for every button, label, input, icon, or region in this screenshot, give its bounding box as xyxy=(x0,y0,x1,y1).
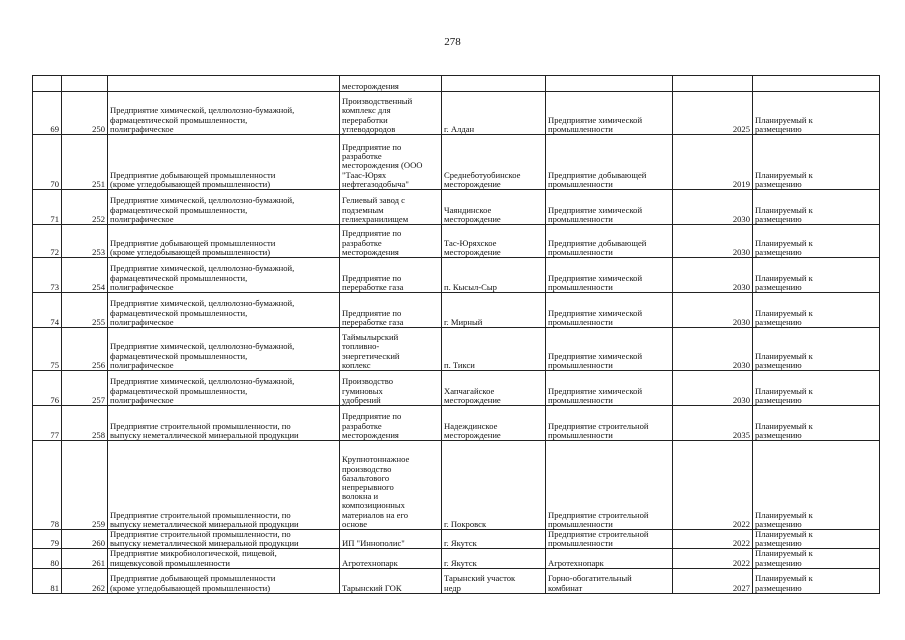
cell-id xyxy=(62,293,108,328)
cell-text: 76 xyxy=(50,394,59,405)
cell-year xyxy=(673,293,753,328)
cell-text: Предприятие химической, целлюлозно-бумажной, фармацевтической промышленности, полиграфическое xyxy=(110,105,295,134)
cell-text: г. Якутск xyxy=(444,538,477,549)
cell-id xyxy=(62,135,108,190)
cell-status xyxy=(753,406,880,441)
cell-n xyxy=(33,76,62,92)
cell-text: Планируемый к размещению xyxy=(755,573,813,593)
cell-year xyxy=(673,406,753,441)
cell-text: 79 xyxy=(50,538,59,549)
cell-n xyxy=(33,328,62,371)
cell-text: 259 xyxy=(92,518,105,529)
cell-year xyxy=(673,258,753,293)
cell-id xyxy=(62,328,108,371)
cell-id xyxy=(62,225,108,258)
table-row xyxy=(33,190,880,225)
cell-type xyxy=(546,76,673,92)
cell-year xyxy=(673,568,753,593)
cell-location xyxy=(442,568,546,593)
cell-text: Предприятие добывающей промышленности xyxy=(548,169,647,189)
cell-status xyxy=(753,568,880,593)
table-row xyxy=(33,549,880,568)
cell-text: 81 xyxy=(50,582,59,593)
cell-type xyxy=(546,135,673,190)
cell-n xyxy=(33,406,62,441)
cell-text: 2019 xyxy=(732,178,750,189)
cell-status xyxy=(753,190,880,225)
cell-id xyxy=(62,549,108,568)
cell-year xyxy=(673,530,753,549)
cell-type xyxy=(546,406,673,441)
cell-text: 2030 xyxy=(732,394,750,405)
cell-location xyxy=(442,406,546,441)
cell-text: Тарынский участок недр xyxy=(444,573,516,593)
cell-text: Планируемый к размещению xyxy=(755,350,813,370)
cell-text: г. Алдан xyxy=(444,123,475,134)
cell-name xyxy=(340,441,442,530)
cell-text: 75 xyxy=(50,359,59,370)
cell-location xyxy=(442,549,546,568)
cell-location xyxy=(442,441,546,530)
cell-text: Предприятие химической, целлюлозно-бумажной, фармацевтической промышленности, полиграфическое xyxy=(110,298,295,327)
cell-text: Чаяндинское месторождение xyxy=(444,204,501,224)
cell-location xyxy=(442,190,546,225)
cell-industry xyxy=(108,92,340,135)
cell-id xyxy=(62,530,108,549)
cell-text: 2027 xyxy=(732,582,750,593)
cell-text: Предприятие строительной промышленности, по выпуску неметаллической минеральной продукции xyxy=(110,420,299,440)
cell-location xyxy=(442,92,546,135)
cell-text: Планируемый к размещению xyxy=(755,548,813,568)
cell-text: Производство гуминовых удобрений xyxy=(342,376,394,405)
cell-industry xyxy=(108,190,340,225)
cell-year xyxy=(673,190,753,225)
cell-text: Среднеботуобинское месторождение xyxy=(444,169,521,189)
cell-name xyxy=(340,530,442,549)
cell-text: Планируемый к размещению xyxy=(755,169,813,189)
cell-location xyxy=(442,135,546,190)
cell-text: Предприятие химической промышленности xyxy=(548,350,643,370)
cell-text: 2022 xyxy=(732,518,750,529)
cell-text: Предприятие химической промышленности xyxy=(548,114,643,134)
cell-n xyxy=(33,293,62,328)
cell-text: Крупнотоннажное производство базальтового непрерывного волокна и композиционных материалов на его основе xyxy=(342,454,410,529)
cell-id xyxy=(62,568,108,593)
cell-industry xyxy=(108,568,340,593)
cell-n xyxy=(33,135,62,190)
cell-text: 260 xyxy=(92,538,105,549)
cell-text: 262 xyxy=(92,582,105,593)
cell-id xyxy=(62,190,108,225)
cell-status xyxy=(753,135,880,190)
cell-status xyxy=(753,441,880,530)
cell-text: Хапчагайское месторождение xyxy=(444,385,501,405)
cell-text: Предприятие по переработке газа xyxy=(342,307,404,327)
cell-text: 255 xyxy=(92,316,105,327)
cell-id xyxy=(62,76,108,92)
cell-n xyxy=(33,258,62,293)
cell-type xyxy=(546,225,673,258)
cell-text: Предприятие химической, целлюлозно-бумажной, фармацевтической промышленности, полиграфическое xyxy=(110,263,295,292)
cell-text: Планируемый к размещению xyxy=(755,114,813,134)
cell-type xyxy=(546,371,673,406)
cell-text: 69 xyxy=(50,123,59,134)
cell-text: Предприятие микробиологической, пищевой, пищевкусовой промышленности xyxy=(110,548,277,568)
cell-text: 78 xyxy=(50,518,59,529)
cell-text: Планируемый к размещению xyxy=(755,529,813,549)
cell-text: Планируемый к размещению xyxy=(755,204,813,224)
cell-location xyxy=(442,530,546,549)
cell-text: Тарынский ГОК xyxy=(342,582,402,593)
cell-type xyxy=(546,441,673,530)
cell-text: 73 xyxy=(50,281,59,292)
cell-text: Тас-Юряхское месторождение xyxy=(444,237,501,257)
cell-type xyxy=(546,293,673,328)
cell-location xyxy=(442,293,546,328)
cell-text: Предприятие по разработке месторождения xyxy=(342,228,402,257)
cell-text: 71 xyxy=(50,213,59,224)
cell-name xyxy=(340,92,442,135)
cell-text: 77 xyxy=(50,429,59,440)
cell-text: Предприятие добывающей промышленности (кроме угледобывающей промышленности) xyxy=(110,573,276,593)
cell-name xyxy=(340,568,442,593)
cell-text: ИП "Иннополис" xyxy=(342,538,405,549)
cell-industry xyxy=(108,225,340,258)
cell-text: Планируемый к размещению xyxy=(755,385,813,405)
cell-text: Планируемый к размещению xyxy=(755,272,813,292)
cell-n xyxy=(33,190,62,225)
cell-status xyxy=(753,328,880,371)
cell-name xyxy=(340,190,442,225)
cell-name xyxy=(340,328,442,371)
cell-text: 2035 xyxy=(732,429,750,440)
table-row xyxy=(33,258,880,293)
cell-n xyxy=(33,225,62,258)
cell-n xyxy=(33,568,62,593)
cell-year xyxy=(673,371,753,406)
cell-location xyxy=(442,328,546,371)
cell-text: Агротехнопарк xyxy=(342,557,398,568)
cell-id xyxy=(62,258,108,293)
table-row xyxy=(33,530,880,549)
cell-text: г. Покровск xyxy=(444,518,487,529)
cell-industry xyxy=(108,530,340,549)
table-row xyxy=(33,92,880,135)
cell-type xyxy=(546,549,673,568)
cell-name xyxy=(340,258,442,293)
cell-text: Надеждинское месторождение xyxy=(444,420,501,440)
cell-id xyxy=(62,441,108,530)
cell-text: Предприятие добывающей промышленности xyxy=(548,237,647,257)
cell-text: Предприятие химической, целлюлозно-бумажной, фармацевтической промышленности, полиграфическое xyxy=(110,341,295,370)
cell-text: 2030 xyxy=(732,213,750,224)
cell-text: 252 xyxy=(92,213,105,224)
table-row xyxy=(33,371,880,406)
table-row xyxy=(33,406,880,441)
cell-type xyxy=(546,530,673,549)
cell-industry xyxy=(108,406,340,441)
cell-text: 2030 xyxy=(732,281,750,292)
cell-year xyxy=(673,549,753,568)
cell-location xyxy=(442,371,546,406)
cell-text: 80 xyxy=(50,557,59,568)
cell-text: Планируемый к размещению xyxy=(755,307,813,327)
cell-text: Предприятие химической, целлюлозно-бумажной, фармацевтической промышленности, полиграфическое xyxy=(110,195,295,224)
cell-text: Предприятие по переработке газа xyxy=(342,272,404,292)
cell-year xyxy=(673,225,753,258)
cell-text: Предприятие добывающей промышленности (кроме угледобывающей промышленности) xyxy=(110,169,276,189)
cell-text: Предприятие химической промышленности xyxy=(548,272,643,292)
cell-name xyxy=(340,76,442,92)
cell-text: Предприятие химической, целлюлозно-бумажной, фармацевтической промышленности, полиграфическое xyxy=(110,376,295,405)
cell-location xyxy=(442,76,546,92)
cell-text: 254 xyxy=(92,281,105,292)
cell-text: 2022 xyxy=(732,557,750,568)
cell-text: Агротехнопарк xyxy=(548,557,604,568)
table-row xyxy=(33,76,880,92)
cell-text: Планируемый к размещению xyxy=(755,509,813,529)
cell-year xyxy=(673,135,753,190)
table-row xyxy=(33,441,880,530)
cell-industry xyxy=(108,135,340,190)
cell-text: 256 xyxy=(92,359,105,370)
cell-location xyxy=(442,225,546,258)
cell-name xyxy=(340,371,442,406)
cell-text: г. Якутск xyxy=(444,557,477,568)
cell-status xyxy=(753,258,880,293)
cell-type xyxy=(546,92,673,135)
cell-text: 257 xyxy=(92,394,105,405)
cell-text: 70 xyxy=(50,178,59,189)
cell-text: 258 xyxy=(92,429,105,440)
facilities-table xyxy=(32,75,880,594)
cell-status xyxy=(753,76,880,92)
cell-text: Таймылырский топливно- энергетический коплекс xyxy=(342,332,400,370)
cell-text: Предприятие химической промышленности xyxy=(548,307,643,327)
cell-id xyxy=(62,406,108,441)
cell-text: Предприятие строительной промышленности xyxy=(548,529,649,549)
cell-text: 72 xyxy=(50,246,59,257)
cell-name xyxy=(340,225,442,258)
cell-text: 2030 xyxy=(732,359,750,370)
cell-text: Предприятие строительной промышленности xyxy=(548,420,649,440)
cell-status xyxy=(753,92,880,135)
cell-industry xyxy=(108,258,340,293)
cell-id xyxy=(62,92,108,135)
cell-text: месторождения xyxy=(342,80,399,91)
cell-text: 251 xyxy=(92,178,105,189)
cell-text: 250 xyxy=(92,123,105,134)
cell-status xyxy=(753,530,880,549)
cell-n xyxy=(33,549,62,568)
cell-text: 2030 xyxy=(732,316,750,327)
cell-name xyxy=(340,293,442,328)
cell-status xyxy=(753,293,880,328)
cell-industry xyxy=(108,76,340,92)
cell-text: Предприятие строительной промышленности xyxy=(548,509,649,529)
cell-text: Горно-обогатительный комбинат xyxy=(548,573,632,593)
cell-text: Планируемый к размещению xyxy=(755,237,813,257)
cell-n xyxy=(33,530,62,549)
cell-text: Предприятие химической промышленности xyxy=(548,204,643,224)
cell-text: Предприятие строительной промышленности, по выпуску неметаллической минеральной продукции xyxy=(110,529,299,549)
table-row xyxy=(33,328,880,371)
cell-text: Предприятие по разработке месторождения (ООО "Таас-Юрях нефтегазодобыча" xyxy=(342,141,423,189)
cell-text: Планируемый к размещению xyxy=(755,420,813,440)
cell-type xyxy=(546,258,673,293)
cell-year xyxy=(673,328,753,371)
cell-name xyxy=(340,135,442,190)
cell-text: 2030 xyxy=(732,246,750,257)
cell-status xyxy=(753,371,880,406)
cell-text: Предприятие по разработке месторождения xyxy=(342,411,402,440)
cell-text: г. Мирный xyxy=(444,316,483,327)
cell-name xyxy=(340,406,442,441)
cell-text: п. Тикси xyxy=(444,359,475,370)
cell-text: 261 xyxy=(92,557,105,568)
cell-text: Производственный комплекс для переработки углеводородов xyxy=(342,96,413,134)
table-row xyxy=(33,293,880,328)
cell-year xyxy=(673,92,753,135)
cell-n xyxy=(33,441,62,530)
cell-type xyxy=(546,190,673,225)
table-row xyxy=(33,225,880,258)
cell-n xyxy=(33,371,62,406)
cell-text: 253 xyxy=(92,246,105,257)
cell-industry xyxy=(108,549,340,568)
cell-text: Предприятие добывающей промышленности (кроме угледобывающей промышленности) xyxy=(110,237,276,257)
cell-industry xyxy=(108,293,340,328)
cell-text: 74 xyxy=(50,316,59,327)
cell-text: 2022 xyxy=(732,538,750,549)
cell-industry xyxy=(108,441,340,530)
table-row xyxy=(33,568,880,593)
cell-type xyxy=(546,568,673,593)
cell-text: 2025 xyxy=(732,123,750,134)
cell-industry xyxy=(108,328,340,371)
cell-name xyxy=(340,549,442,568)
cell-text: Предприятие строительной промышленности, по выпуску неметаллической минеральной продукции xyxy=(110,509,299,529)
cell-text: Предприятие химической промышленности xyxy=(548,385,643,405)
cell-id xyxy=(62,371,108,406)
cell-text: п. Кысыл-Сыр xyxy=(444,281,497,292)
cell-status xyxy=(753,549,880,568)
cell-type xyxy=(546,328,673,371)
cell-status xyxy=(753,225,880,258)
table-row xyxy=(33,135,880,190)
cell-n xyxy=(33,92,62,135)
page-number: 278 xyxy=(444,36,461,48)
cell-industry xyxy=(108,371,340,406)
cell-location xyxy=(442,258,546,293)
cell-text: Гелиевый завод с подземным гелиехранилищем xyxy=(342,195,409,224)
cell-year xyxy=(673,441,753,530)
cell-year xyxy=(673,76,753,92)
